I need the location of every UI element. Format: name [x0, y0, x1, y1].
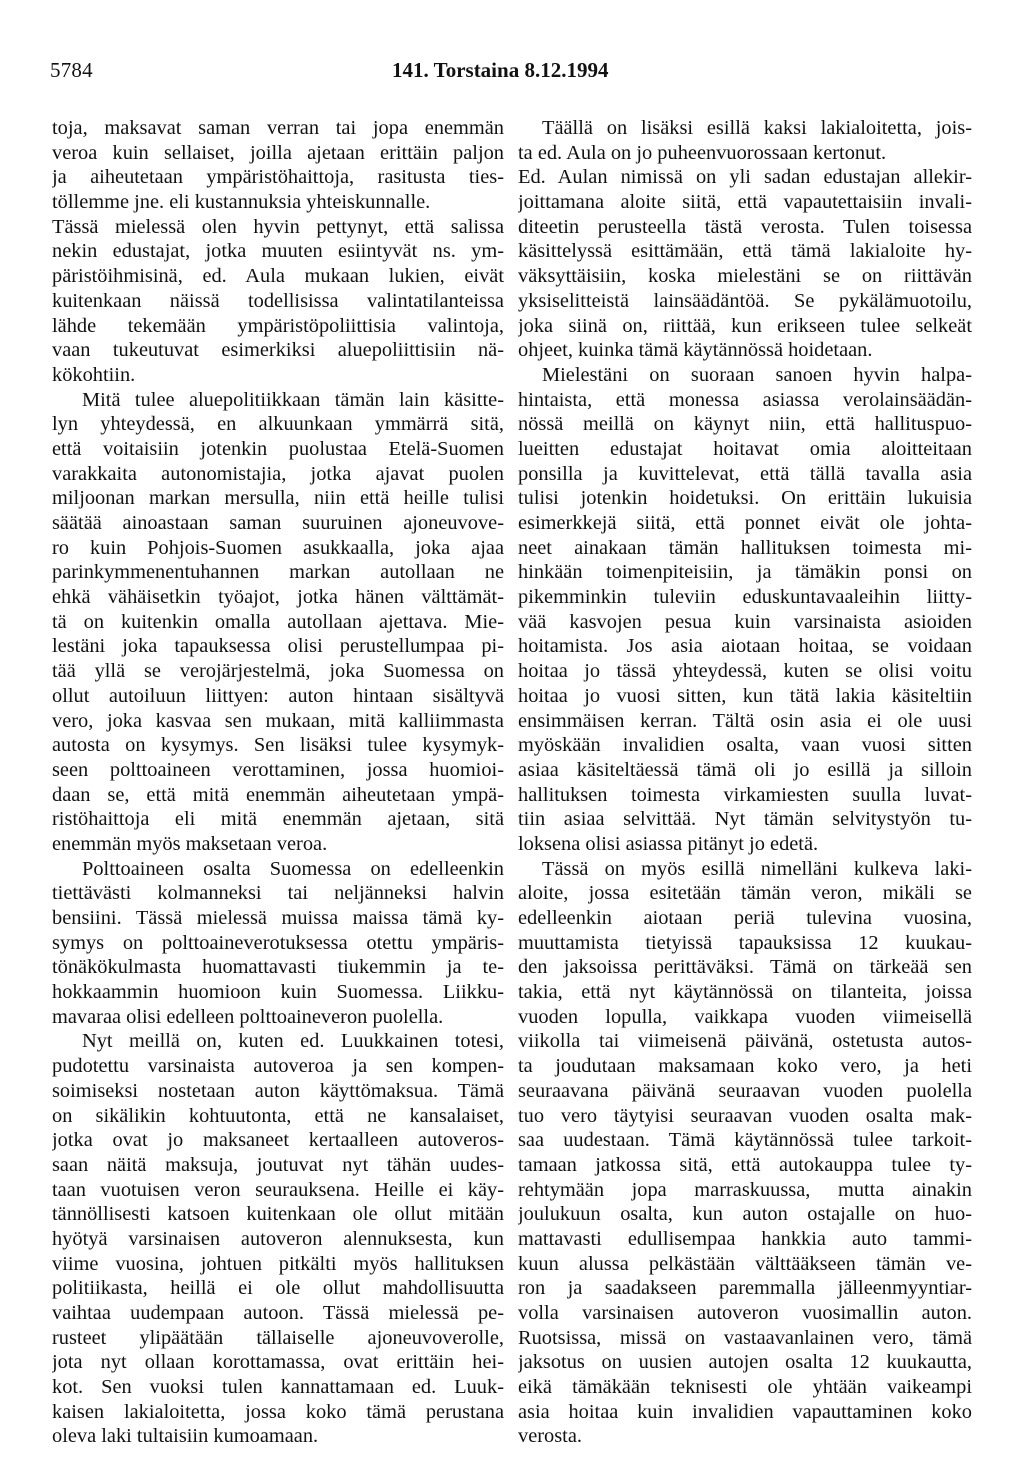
text-line: saan näitä maksuja, joutuvat nyt tähän uudes-	[52, 1153, 504, 1176]
text-line: veroa kuin sellaiset, joilla ajetaan erittäin paljon	[52, 141, 504, 164]
text-line: joka siinä on, riittää, kun erikseen tulee selkeät	[518, 314, 972, 337]
text-line: ohjeet, kuinka tämä käytännössä hoidetaan.	[518, 339, 873, 362]
text-line: tännöllisesti katsoen kuitenkaan ole ollut mitään	[52, 1203, 504, 1226]
text-line: säätää ainoastaan saman suuruinen ajoneuvove-	[52, 512, 504, 534]
text-line: ristöhaittoja eli mitä enemmän ajetaan, sitä	[52, 808, 504, 831]
text-line: soimiseksi nostetaan auton käyttömaksua. Tämä	[52, 1079, 504, 1102]
text-line: on sikälikin kohtuutonta, että ne kansalaiset,	[52, 1104, 504, 1127]
text-line: taan vuotuisen veron seurauksena. Heille ei käy-	[52, 1178, 504, 1201]
text-line: vaihtaa uudempaan autoon. Tässä mielessä pe-	[52, 1302, 504, 1324]
text-line: pudotettu varsinaista autoveroa ja sen kompen-	[52, 1055, 504, 1078]
text-line: oleva laki tultaisiin kumoamaan.	[52, 1425, 319, 1448]
text-line: Tässä on myös esillä nimelläni kulkeva laki-	[542, 857, 972, 880]
text-line: mattavasti edullisempaa hankkia auto tammi-	[518, 1227, 972, 1250]
text-line: hintaista, että monessa asiassa verolainsäädän-	[518, 388, 972, 411]
text-line: hoitaa jo tässä yhteydessä, kuten se olisi voitu	[518, 660, 972, 683]
text-line: edelleenkin aiotaan periä tulevina vuosina,	[518, 907, 972, 929]
text-line: toja, maksavat saman verran tai jopa enemmän	[52, 117, 504, 139]
text-line: mavaraa olisi edelleen polttoaineveron puolella.	[52, 1005, 444, 1028]
text-line: väksyttäisiin, koska mielestäni se on riittävän	[518, 265, 972, 288]
running-header: 141. Torstaina 8.12.1994	[392, 58, 609, 82]
text-line: eikä tämäkään teknisesti ole yhtään vaikeampi	[518, 1376, 972, 1399]
text-line: pikemminkin tuleviin eduskuntavaaleihin liitty-	[518, 586, 972, 609]
text-line: ponsilla ja kuvittelevat, että tällä tavalla asia	[518, 462, 972, 485]
text-line: töllemme jne. eli kustannuksia yhteiskunnalle.	[52, 191, 431, 214]
text-line: seen polttoaineen verottaminen, jossa huomioi-	[52, 758, 504, 781]
text-line: Ed. Aulan nimissä on yli sadan edustajan allekir-	[518, 166, 972, 189]
text-line: verosta.	[518, 1425, 582, 1448]
text-line: jaksotus on uusien autojen osalta 12 kuukautta,	[518, 1351, 972, 1374]
text-line: ollut autoiluun liittyen: auton hintaan sisältyvä	[52, 684, 504, 707]
text-line: Polttoaineen osalta Suomessa on edelleenkin	[82, 857, 504, 880]
text-line: ro kuin Pohjois-Suomen asukkaalla, joka ajaa	[52, 536, 504, 559]
text-line: hokkaammin huomioon kuin Suomessa. Liikku-	[52, 981, 504, 1004]
text-line: lueitten edustajat hoitavat omia aloitteitaan	[518, 437, 972, 460]
right-text-column	[518, 116, 972, 1449]
text-line: rehtymään jopa marraskuussa, mutta ainakin	[518, 1178, 972, 1201]
text-line: bensiini. Tässä mielessä muissa maissa tämä ky-	[52, 907, 504, 929]
text-line: joulukuun osalta, kun auton ostajalle on huo-	[518, 1203, 972, 1226]
text-line: hoitamista. Jos asia aiotaan hoitaa, se voidaan	[518, 635, 972, 658]
text-line: tuo vero täytyisi seuraavan vuoden osalta mak-	[518, 1104, 972, 1127]
text-line: Ruotsissa, missä on vastaavanlainen vero, tämä	[518, 1326, 972, 1349]
text-line: ta joudutaan maksamaan koko vero, ja heti	[518, 1055, 972, 1078]
text-line: kökohtiin.	[52, 363, 136, 386]
text-line: käsittelyssä esittämään, että tämä lakialoite hy-	[518, 240, 972, 263]
text-line: diteetin perusteella tästä verosta. Tulen toisessa	[518, 215, 972, 238]
text-line: loksena olisi asiassa pitänyt jo edetä.	[518, 832, 819, 855]
text-line: miljoonan markan mersulla, niin että heille tulisi	[52, 487, 504, 510]
text-line: vää kasvojen pesua kuin varsinaista asioiden	[518, 610, 972, 633]
text-line: ta ed. Aula on jo puheenvuorossaan kertonut.	[518, 141, 887, 164]
text-line: joittamana aloite siitä, että vapautettaisiin invali-	[518, 191, 972, 214]
text-line: tiin asiaa selvittää. Nyt tämän selvitystyön tu-	[518, 808, 972, 831]
text-line: että voitaisiin jotenkin puolustaa Etelä-Suomen	[52, 437, 504, 460]
text-line: tiettävästi kolmanneksi tai neljänneksi halvin	[52, 882, 504, 905]
text-line: vero, joka kasvaa sen mukaan, mitä kalliimmasta	[52, 709, 504, 732]
left-text-column	[52, 116, 504, 1449]
text-line: vaan tukeutuvat esimerkiksi aluepoliittisiin nä-	[52, 339, 504, 362]
text-line: lyn yhteydessä, en alkuunkaan ymmärrä sitä,	[52, 413, 504, 436]
text-line: volla varsinaisen autoveron vuosimallin auton.	[518, 1302, 972, 1324]
text-line: ja aiheutetaan ympäristöhaittoja, rasitusta ties-	[52, 166, 504, 189]
text-line: ehkä vähäisetkin työajot, jotka hänen välttämät-	[52, 586, 504, 609]
text-line: varakkaita autonomistajia, jotka ajavat puolen	[52, 462, 504, 485]
text-line: Tässä mielessä olen hyvin pettynyt, että salissa	[52, 215, 504, 238]
text-line: rusteet ylipäätään tällaiselle ajoneuvoverolle,	[52, 1326, 504, 1349]
text-line: Täällä on lisäksi esillä kaksi lakialoitetta, jois-	[542, 117, 972, 139]
text-line: kuun alussa pelkästään välttääkseen tämän ve-	[518, 1252, 972, 1275]
text-line: Mielestäni on suoraan sanoen hyvin halpa-	[542, 363, 972, 386]
text-line: kuitenkaan näissä todellisissa valintatilanteissa	[52, 289, 504, 312]
text-line: tönäkökulmasta huomattavasti tiukemmin ja te-	[52, 956, 504, 979]
text-line: yksiselitteistä lainsäädäntöä. Se pykälämuotoilu,	[518, 289, 972, 312]
text-line: tamaan jatkossa sitä, että autokauppa tulee ty-	[518, 1153, 972, 1176]
text-line: Mitä tulee aluepolitiikkaan tämän lain käsitte-	[82, 388, 504, 411]
text-line: myöskään invalidien osalta, vaan vuosi sitten	[518, 734, 972, 757]
text-line: saa uudestaan. Tämä käytännössä tulee tarkoit-	[518, 1129, 972, 1152]
text-line: ron ja saadakseen paremmalla jälleenmyyntiar-	[518, 1277, 972, 1300]
text-line: asia hoitaa kuin invalidien vapauttaminen koko	[518, 1400, 972, 1423]
text-line: kaisen lakialoitetta, jossa koko tämä perustana	[52, 1400, 504, 1423]
text-line: parinkymmenentuhannen markan autollaan ne	[52, 561, 504, 584]
text-line: seuraavana päivänä seuraavan vuoden puolella	[518, 1079, 972, 1102]
text-line: autosta on kysymys. Sen lisäksi tulee kysymyk-	[52, 734, 504, 757]
text-line: ensimmäisen kerran. Tältä osin asia ei ole uusi	[518, 709, 972, 732]
text-line: hyötyä varsinaisen autoveron alennuksesta, kun	[52, 1227, 504, 1250]
text-line: lähde tekemään ympäristöpoliittisia valintoja,	[52, 314, 504, 337]
text-line: muuttamista tietyissä tapauksissa 12 kuukau-	[518, 931, 972, 954]
text-line: viime vuosina, johtuen pitkälti myös hallituksen	[52, 1252, 504, 1275]
text-line: lestäni joka tapauksessa olisi perustellumpaa pi-	[52, 635, 504, 658]
text-line: neet ainakaan tämän hallituksen toimesta mi-	[518, 536, 972, 559]
text-line: päristöihmisinä, ed. Aula mukaan lukien, eivät	[52, 265, 504, 288]
text-line: daan se, että mitä enemmän aiheutetaan ympä-	[52, 783, 504, 806]
text-line: jotka ovat jo maksaneet kertaalleen autoveros-	[52, 1129, 504, 1152]
text-line: nekin edustajat, jotka muuten esiintyvät ns. ym-	[52, 240, 504, 263]
text-line: den jaksoissa perittäväksi. Tämä on tärkeää sen	[518, 956, 972, 979]
text-line: kot. Sen vuoksi tulen kannattamaan ed. Luuk-	[52, 1376, 504, 1399]
text-line: asiaa käsiteltäessä tämä oli jo esillä ja silloin	[518, 758, 972, 781]
text-line: nössä meillä on käynyt niin, että hallituspuo-	[518, 413, 972, 436]
text-line: viikolla tai viimeisenä päivänä, ostetusta autos-	[518, 1030, 972, 1053]
page-number: 5784	[50, 58, 93, 82]
text-line: tä on kuitenkin omalla autollaan ajettava. Mie-	[52, 610, 504, 633]
text-line: enemmän myös maksetaan veroa.	[52, 832, 328, 855]
text-line: hallituksen toimesta virkamiesten suulla luvat-	[518, 783, 972, 806]
text-line: tulisi jotenkin hoidetuksi. On erittäin lukuisia	[518, 487, 972, 510]
text-line: politiikasta, heillä ei ole ollut mahdollisuutta	[52, 1277, 504, 1300]
text-line: takia, että nyt käytännössä on tilanteita, joissa	[518, 981, 972, 1004]
text-line: vuoden lopulla, vaikkapa vuoden viimeisellä	[518, 1005, 972, 1028]
text-line: tää yllä se verojärjestelmä, joka Suomessa on	[52, 660, 504, 683]
text-line: jota nyt ollaan korottamassa, ovat erittäin hei-	[52, 1351, 504, 1374]
text-line: hinkään toimenpiteisiin, ja tämäkin ponsi on	[518, 561, 972, 584]
text-line: Nyt meillä on, kuten ed. Luukkainen totesi,	[82, 1030, 504, 1053]
text-line: aloite, jossa esitetään tämän veron, mikäli se	[518, 882, 972, 905]
text-line: symys on polttoaineverotuksessa otettu ympäris-	[52, 931, 504, 954]
text-line: hoitaa jo vuosi sitten, kun tätä lakia käsiteltiin	[518, 684, 972, 707]
text-line: esimerkkejä siitä, että ponnet eivät ole johta-	[518, 512, 972, 534]
